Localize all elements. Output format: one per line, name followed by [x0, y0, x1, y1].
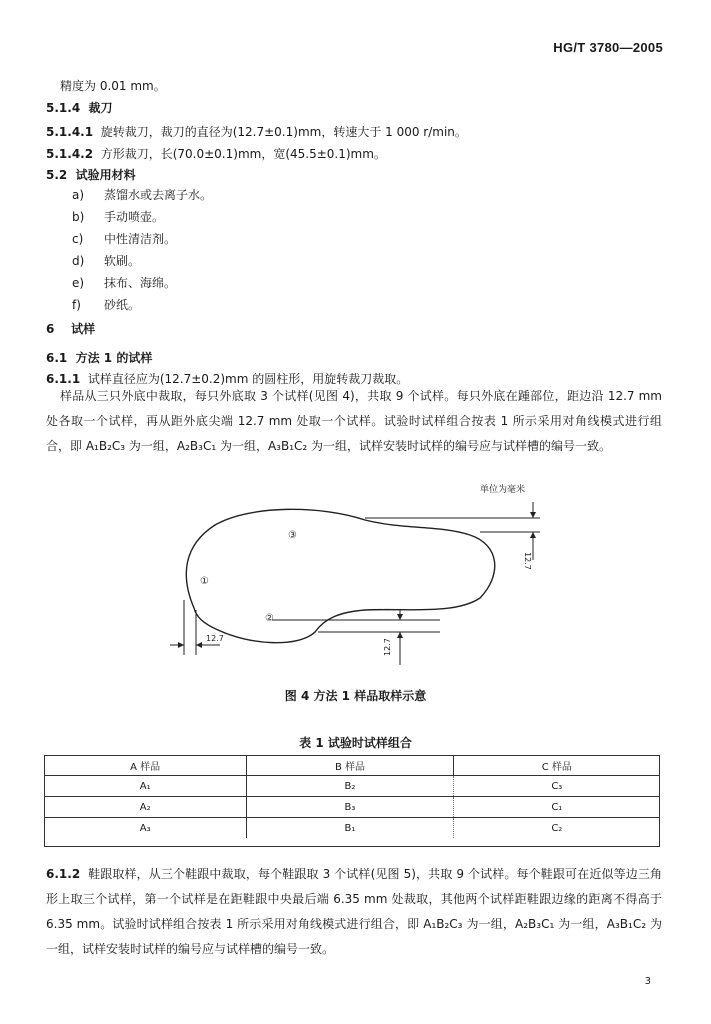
list-text: 软刷。	[104, 254, 141, 268]
clause-number: 6.1.2	[46, 867, 81, 881]
figure-4-caption: 图 4 方法 1 样品取样示意	[284, 689, 427, 703]
list-marker: e)	[72, 276, 85, 290]
clause-6-1-1-paragraph: 样品从三只外底中裁取，每只外底取 3 个试样(见图 4)，共取 9 个试样。每只外底在踵部位，距边沿 12.7 mm 处各取一个试样，再从距外底尖端 12.7 mm 处取一个试样。试验时试样组合按表 1 所示采用对角线模式进行组合，即 A₁B₂C₃ 为一组，A₂B₃C₁ 为一组，A₃B₁C₂ 为一组，试样安装时试样的编号应与试样槽的编号一致。	[46, 389, 662, 453]
sample-marker: ②	[265, 613, 274, 624]
section-number: 5.1.4	[46, 101, 81, 115]
clause-number: 5.1.4.1	[46, 125, 94, 139]
list-item	[72, 275, 176, 291]
table-cell: B₁	[247, 818, 453, 839]
section-6-heading	[46, 321, 95, 337]
dimension-label: 12.7	[523, 552, 532, 570]
list-text: 中性清洁剂。	[104, 232, 177, 246]
section-5-2-heading	[46, 167, 136, 183]
figure-4	[170, 480, 560, 680]
table-1	[44, 755, 660, 838]
table-cell: A₁	[44, 776, 247, 797]
clause-5-1-4-1	[46, 124, 467, 140]
page-number: 3	[644, 976, 651, 987]
sample-marker: ①	[200, 576, 209, 587]
list-marker: c)	[72, 232, 84, 246]
list-item	[72, 231, 176, 247]
list-text: 抹布、海绵。	[104, 276, 177, 290]
list-marker: a)	[72, 188, 85, 202]
list-text: 砂纸。	[104, 298, 141, 312]
table-header-row	[44, 755, 660, 776]
list-item	[72, 253, 140, 269]
clause-text: 鞋跟取样，从三个鞋跟中裁取，每个鞋跟取 3 个试样(见图 5)，共取 9 个试样。每个鞋跟可在近似等边三角形上取三个试样，第一个试样是在距鞋跟中央最后端 6.35 mm 处裁取，其他两个试样距鞋跟边缘的距离不得高于 6.35 mm。试验时试样组合按表 1 所示采用对角线模式进行组合，即 A₁B₂C₃ 为一组，A₂B₃C₁ 为一组，A₃B₁C₂ 为一组，试样安装时试样的编号应与试样槽的编号一致。	[46, 867, 662, 956]
section-title: 裁刀	[88, 101, 113, 115]
clause-number: 6.1.1	[46, 372, 81, 386]
dimension-label: 12.7	[206, 634, 224, 643]
table-header-cell: A 样品	[44, 755, 247, 776]
table-header-cell: C 样品	[453, 755, 660, 776]
table-cell: B₂	[247, 776, 453, 797]
list-item	[72, 187, 212, 203]
section-number: 5.2	[46, 168, 68, 182]
table-1-caption: 表 1 试验时试样组合	[299, 736, 412, 750]
unit-note: 单位为毫米	[480, 485, 526, 495]
section-title: 试样	[71, 322, 96, 336]
list-item	[72, 297, 140, 313]
outsole-outline	[186, 509, 494, 642]
list-marker: d)	[72, 254, 85, 268]
clause-text: 旋转裁刀，裁刀的直径为(12.7±0.1)mm，转速大于 1 000 r/min。	[100, 125, 467, 139]
table-row	[44, 776, 660, 797]
list-marker: f)	[72, 298, 81, 312]
table-cell: A₃	[44, 818, 247, 839]
list-item	[72, 209, 164, 225]
table-header-cell: B 样品	[247, 755, 453, 776]
table-cell: C₂	[551, 822, 563, 834]
table-cell: B₃	[247, 797, 453, 818]
section-title: 试验用材料	[75, 168, 136, 182]
section-6-1-heading	[46, 350, 152, 366]
clause-5-1-4-2	[46, 146, 386, 162]
sole-sampling-diagram	[170, 480, 560, 680]
clause-text: 试样直径应为(12.7±0.2)mm 的圆柱形，用旋转裁刀裁取。	[87, 372, 409, 386]
table-cell: C₃	[453, 776, 660, 797]
standard-id: HG/T 3780—2005	[553, 40, 663, 55]
dimension-label: 12.7	[383, 638, 392, 656]
list-text: 蒸馏水或去离子水。	[104, 188, 213, 202]
list-text: 手动喷壶。	[104, 210, 165, 224]
clause-6-1-2-paragraph	[46, 862, 662, 962]
sample-marker: ③	[288, 530, 297, 541]
list-marker: b)	[72, 210, 85, 224]
clause-text: 方形裁刀，长(70.0±0.1)mm，宽(45.5±0.1)mm。	[100, 147, 386, 161]
section-5-1-4-heading	[46, 100, 113, 116]
table-row	[44, 818, 660, 839]
section-number: 6	[46, 322, 55, 336]
table-cell: A₂	[44, 797, 247, 818]
section-title: 方法 1 的试样	[75, 351, 153, 365]
table-row	[44, 797, 660, 818]
precision-line: 精度为 0.01 mm。	[60, 79, 166, 93]
section-number: 6.1	[46, 351, 68, 365]
clause-number: 5.1.4.2	[46, 147, 94, 161]
table-cell: C₁	[453, 797, 660, 818]
